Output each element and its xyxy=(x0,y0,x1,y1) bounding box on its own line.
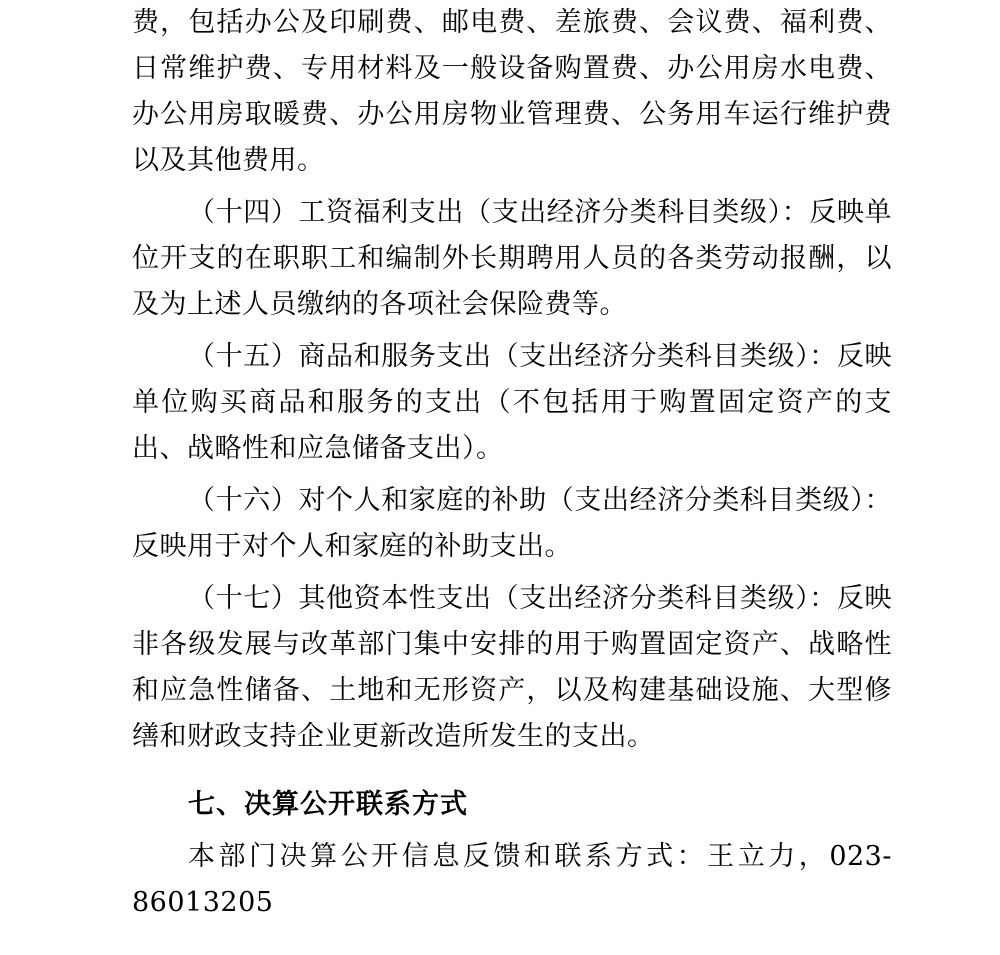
section-spacer xyxy=(132,760,892,770)
paragraph-item-17: （十七）其他资本性支出（支出经济分类科目类级）：反映非各级发展与改革部门集中安排的用于购置固定资产、战略性和应急性储备、土地和无形资产，以及构建基础设施、大型修缮和财政支持企业更新改造所发生的支出。 xyxy=(132,583,892,752)
paragraph-operating-expense-continued: 费，包括办公及印刷费、邮电费、差旅费、会议费、福利费、日常维护费、专用材料及一般设备购置费、办公用房水电费、办公用房取暖费、办公用房物业管理费、公务用车运行维护费以及其他费用。 xyxy=(132,7,892,176)
paragraph-item-14: （十四）工资福利支出（支出经济分类科目类级）：反映单位开支的在职职工和编制外长期聘用人员的各类劳动报酬，以及为上述人员缴纳的各项社会保险费等。 xyxy=(132,197,892,320)
paragraph-item-15: （十五）商品和服务支出（支出经济分类科目类级）：反映单位购买商品和服务的支出（不包括用于购置固定资产的支出、战略性和应急储备支出）。 xyxy=(132,341,892,464)
paragraph-item-16: （十六）对个人和家庭的补助（支出经济分类科目类级）：反映用于对个人和家庭的补助支出。 xyxy=(132,485,892,562)
heading-section-7: 七、决算公开联系方式 xyxy=(188,789,468,820)
paragraph-contact-info: 本部门决算公开信息反馈和联系方式：王立力，023-86013205 xyxy=(132,841,892,918)
